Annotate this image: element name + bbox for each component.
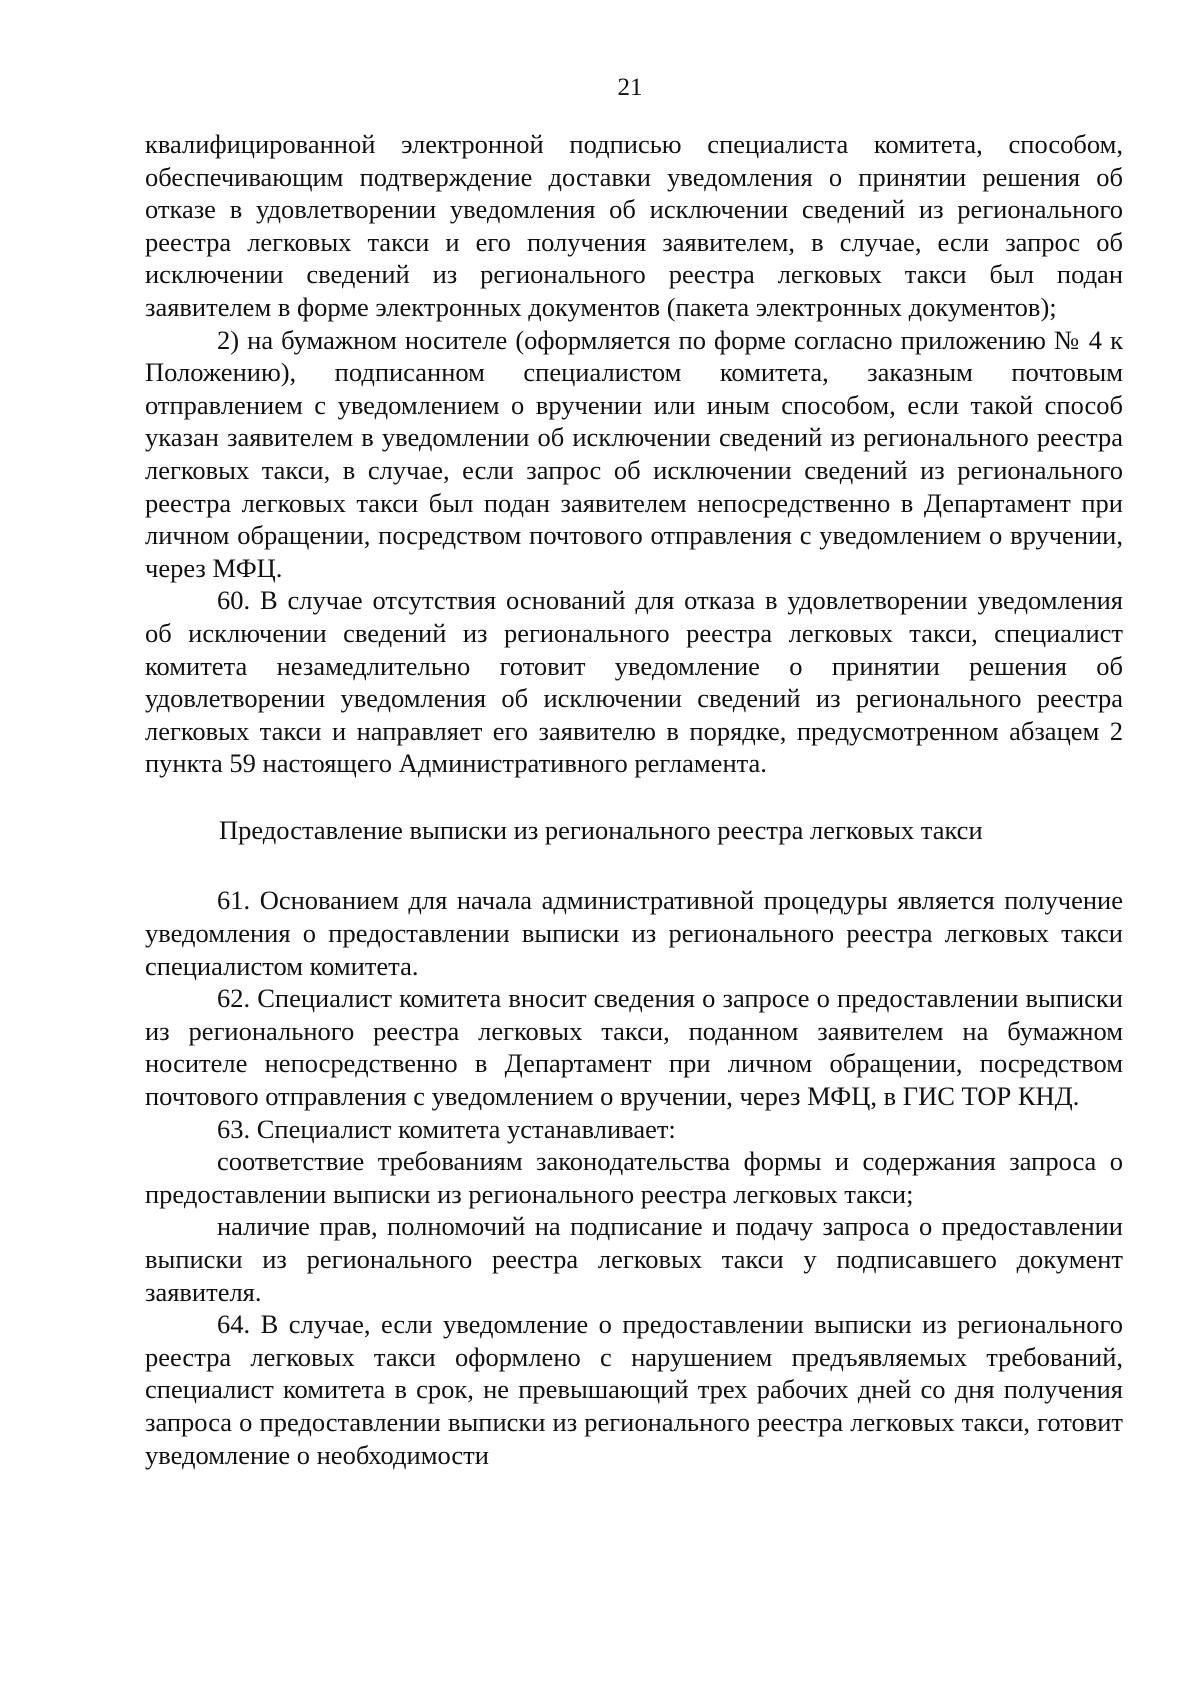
paragraph-61: 61. Основанием для начала административной процедуры является получение уведомления о предоставлении выписки из регионального реестра легковых такси специалистом комитета. [145,885,1123,981]
document-body [145,128,1123,1471]
paragraph-62: 62. Специалист комитета вносит сведения о запросе о предоставлении выписки из регионального реестра легковых такси, поданном заявителем на бумажном носителе непосредственно в Департамент при личном обращении, посредством почтового отправления с уведомлением о вручении, через МФЦ, в ГИС ТОР КНД. [145,983,1123,1112]
paragraph-63-item-2: наличие прав, полномочий на подписание и подачу запроса о предоставлении выписки из регионального реестра легковых такси у подписавшего документ заявителя. [145,1211,1123,1307]
paragraph-continuation: квалифицированной электронной подписью специалиста комитета, способом, обеспечивающим подтверждение доставки уведомления о принятии решения об отказе в удовлетворении уведомления об исключении сведений из регионального реестра легковых такси и его получения заявителем, в случае, если запрос об исключении сведений из регионального реестра легковых такси был подан заявителем в форме электронных документов (пакета электронных документов); [145,129,1123,322]
paragraph-63-item-1: соответствие требованиям законодательства формы и содержания запроса о предоставлении выписки из регионального реестра легковых такси; [145,1146,1123,1209]
section-heading: Предоставление выписки из регионального реестра легковых такси [219,814,983,845]
paragraph-item-2: 2) на бумажном носителе (оформляется по форме согласно приложению № 4 к Положению), подписанном специалистом комитета, заказным почтовым отправлением с уведомлением о вручении или иным способом, если такой способ указан заявителем в уведомлении об исключении сведений из регионального реестра легковых такси, в случае, если запрос об исключении сведений из регионального реестра легковых такси был подан заявителем непосредственно в Департамент при личном обращении, посредством почтового отправления с уведомлением о вручении, через МФЦ. [145,324,1123,583]
paragraph-64: 64. В случае, если уведомление о предоставлении выписки из регионального реестра легковых такси оформлено с нарушением предъявляемых требований, специалист комитета в срок, не превышающий трех рабочих дней со дня получения запроса о предоставлении выписки из регионального реестра легковых такси, готовит уведомление о необходимости [145,1309,1123,1470]
paragraph-63: 63. Специалист комитета устанавливает: [217,1113,676,1144]
paragraph-60: 60. В случае отсутствия оснований для отказа в удовлетворении уведомления об исключении сведений из регионального реестра легковых такси, специалист комитета незамедлительно готовит уведомление о принятии решения об удовлетворении уведомления об исключении сведений из регионального реестра легковых такси и направляет его заявителю в порядке, предусмотренном абзацем 2 пункта 59 настоящего Административного регламента. [145,585,1123,779]
page-number: 21 [617,74,643,101]
